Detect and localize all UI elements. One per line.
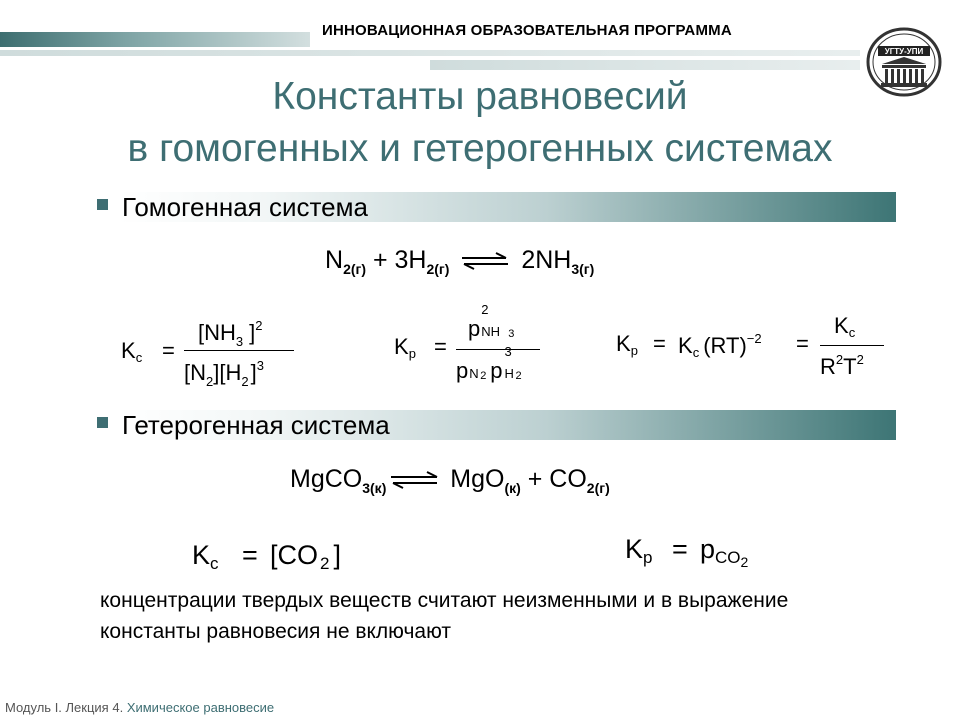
section-label-homogeneous: Гомогенная система: [122, 192, 368, 222]
header-band: [0, 32, 310, 47]
bullet-icon: [97, 199, 108, 210]
equilibrium-arrows-icon: [460, 251, 510, 271]
footer-topic: Химическое равновесие: [126, 700, 275, 715]
footer: [5, 700, 274, 715]
header-band-thin: [0, 50, 860, 56]
bullet-icon: [97, 417, 108, 428]
slide-title-line1: Константы равновесий: [272, 75, 688, 118]
note-text: концентрации твердых веществ считают неизменными и в выражение константы равновесия не включают: [100, 589, 789, 643]
slide-title-line2: в гомогенных и гетерогенных системах: [127, 127, 833, 170]
reaction-heterogeneous: MgCO$_{3(к)}$ $MgO_{(к)} + CO_{2(г)}$: [290, 465, 610, 496]
section-label-heterogeneous: Гетерогенная система: [122, 410, 390, 440]
footer-module: Модуль I. Лекция 4.: [5, 700, 124, 715]
svg-text:УГТУ-УПИ: УГТУ-УПИ: [884, 47, 924, 56]
equilibrium-arrows-icon: [387, 470, 441, 490]
reaction-homogeneous: $N_{2(г)} + 3H_{2(г)}$ $2NH_{3(г)}$: [325, 246, 595, 277]
header-band-thin-right: [430, 60, 860, 70]
program-title: ИННОВАЦИОННАЯ ОБРАЗОВАТЕЛЬНАЯ ПРОГРАММА: [322, 22, 732, 39]
